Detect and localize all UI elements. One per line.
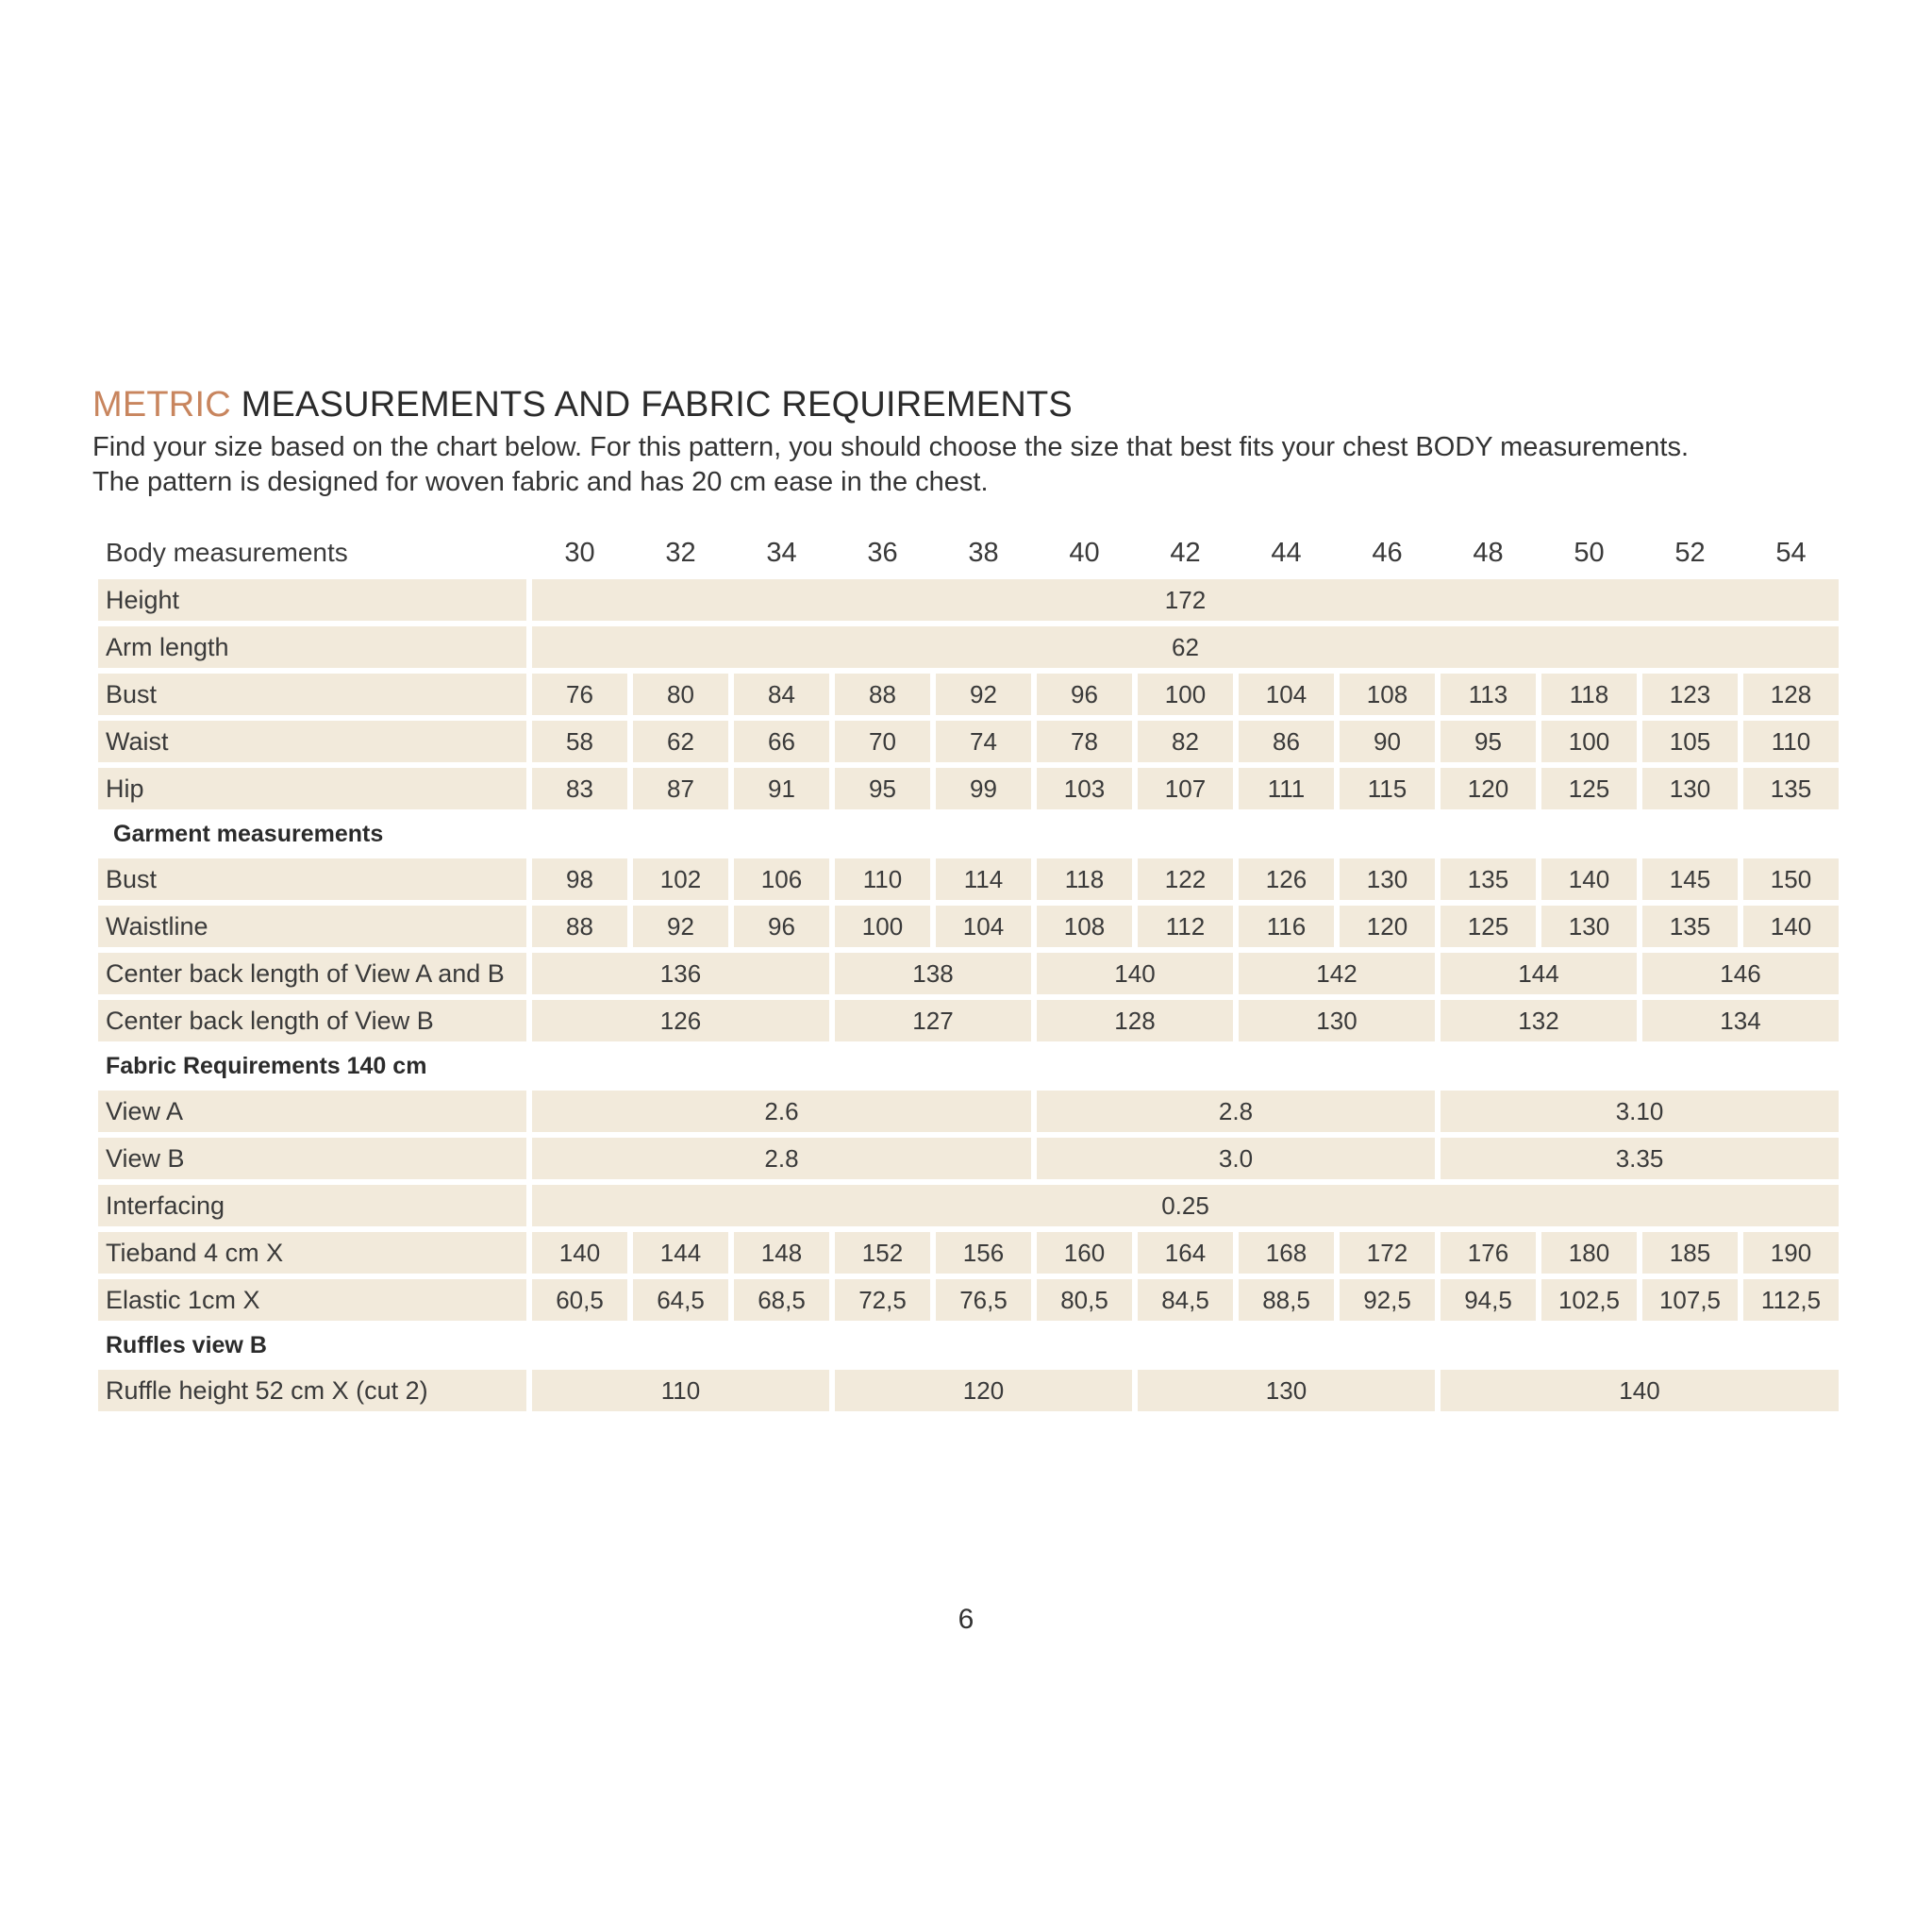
table-row [98,768,1839,809]
size-header-cell: 54 [1775,537,1807,568]
header-label: Body measurements [106,538,348,567]
value-cell: 68,5 [734,1279,829,1321]
table-row [98,674,1839,715]
value-cell: 125 [1441,906,1536,947]
value-cell: 126 [1239,858,1334,900]
value-cell: 104 [1239,674,1334,715]
value-cell: 62 [532,626,1839,668]
value-cell: 98 [532,858,627,900]
section-title-fabric: Fabric Requirements 140 cm [106,1052,427,1079]
row-label: Center back length of View A and B [98,953,526,994]
table-row [98,1091,1839,1132]
table-row [98,1279,1839,1321]
value-cell: 134 [1642,1000,1839,1041]
section-title-ruffles: Ruffles view B [106,1331,267,1358]
table-row [98,953,1839,994]
value-cell: 122 [1138,858,1233,900]
value-cell: 130 [1642,768,1738,809]
value-cell: 185 [1642,1232,1738,1274]
value-cell: 140 [1541,858,1637,900]
value-cell: 112 [1138,906,1233,947]
value-cell: 148 [734,1232,829,1274]
value-cell: 82 [1138,721,1233,762]
row-label: Ruffle height 52 cm X (cut 2) [98,1370,526,1411]
value-cell: 118 [1541,674,1637,715]
page-title [92,385,1073,425]
value-cell: 106 [734,858,829,900]
value-cell: 2.6 [532,1091,1031,1132]
value-cell: 114 [936,858,1031,900]
value-cell: 100 [1138,674,1233,715]
value-cell: 138 [835,953,1031,994]
value-cell: 92,5 [1340,1279,1435,1321]
value-cell: 136 [532,953,829,994]
value-cell: 3.0 [1037,1138,1435,1179]
value-cell: 107,5 [1642,1279,1738,1321]
intro-text [92,430,1866,500]
row-label: Hip [98,768,526,809]
value-cell: 88,5 [1239,1279,1334,1321]
value-cell: 108 [1037,906,1132,947]
value-cell: 140 [1743,906,1839,947]
value-cell: 87 [633,768,728,809]
table-row [98,1000,1839,1041]
value-cell: 164 [1138,1232,1233,1274]
value-cell: 60,5 [532,1279,627,1321]
value-cell: 91 [734,768,829,809]
size-header-cell: 34 [766,537,797,568]
size-header-cell: 46 [1372,537,1403,568]
value-cell: 70 [835,721,930,762]
value-cell: 78 [1037,721,1132,762]
value-cell: 142 [1239,953,1435,994]
value-cell: 130 [1541,906,1637,947]
row-label: Bust [98,858,526,900]
value-cell: 3.35 [1441,1138,1839,1179]
size-header-row [98,532,1839,574]
size-header-cell: 32 [665,537,696,568]
value-cell: 92 [936,674,1031,715]
value-cell: 125 [1541,768,1637,809]
value-cell: 0.25 [532,1185,1839,1226]
table-row [98,1370,1839,1411]
size-header-cell: 42 [1170,537,1201,568]
table-row [98,579,1839,621]
value-cell: 110 [1743,721,1839,762]
value-cell: 107 [1138,768,1233,809]
size-header-cell: 38 [968,537,999,568]
value-cell: 3.10 [1441,1091,1839,1132]
value-cell: 74 [936,721,1031,762]
value-cell: 88 [835,674,930,715]
value-cell: 190 [1743,1232,1839,1274]
value-cell: 95 [1441,721,1536,762]
value-cell: 130 [1239,1000,1435,1041]
value-cell: 100 [1541,721,1637,762]
value-cell: 94,5 [1441,1279,1536,1321]
value-cell: 128 [1037,1000,1233,1041]
value-cell: 120 [1340,906,1435,947]
row-label: Waist [98,721,526,762]
size-header-cell: 48 [1473,537,1504,568]
size-chart-table [92,526,1844,1417]
section-title-garment: Garment measurements [113,820,384,847]
value-cell: 150 [1743,858,1839,900]
value-cell: 172 [1340,1232,1435,1274]
value-cell: 88 [532,906,627,947]
value-cell: 72,5 [835,1279,930,1321]
table-row [98,626,1839,668]
value-cell: 104 [936,906,1031,947]
size-header-cell: 30 [564,537,595,568]
value-cell: 112,5 [1743,1279,1839,1321]
value-cell: 176 [1441,1232,1536,1274]
table-row [98,858,1839,900]
value-cell: 113 [1441,674,1536,715]
value-cell: 168 [1239,1232,1334,1274]
title-text: MEASUREMENTS AND FABRIC REQUIREMENTS [241,385,1073,425]
row-label: Interfacing [98,1185,526,1226]
value-cell: 76 [532,674,627,715]
value-cell: 115 [1340,768,1435,809]
section-row [98,1326,1839,1364]
value-cell: 130 [1340,858,1435,900]
row-label: View A [98,1091,526,1132]
value-cell: 135 [1743,768,1839,809]
value-cell: 64,5 [633,1279,728,1321]
value-cell: 127 [835,1000,1031,1041]
table-row [98,1185,1839,1226]
intro-line-2: The pattern is designed for woven fabric and has 20 cm ease in the chest. [92,467,989,497]
value-cell: 84 [734,674,829,715]
value-cell: 180 [1541,1232,1637,1274]
size-header-cell: 52 [1674,537,1706,568]
value-cell: 140 [1441,1370,1839,1411]
value-cell: 160 [1037,1232,1132,1274]
size-header-cell: 44 [1271,537,1302,568]
value-cell: 123 [1642,674,1738,715]
row-label: View B [98,1138,526,1179]
section-row [98,815,1839,853]
value-cell: 66 [734,721,829,762]
table-row [98,906,1839,947]
value-cell: 102,5 [1541,1279,1637,1321]
intro-line-1: Find your size based on the chart below. For this pattern, you should choose the size that best fits your chest BODY measurements. [92,432,1690,462]
value-cell: 116 [1239,906,1334,947]
value-cell: 172 [532,579,1839,621]
section-row [98,1047,1839,1085]
value-cell: 130 [1138,1370,1435,1411]
value-cell: 83 [532,768,627,809]
value-cell: 76,5 [936,1279,1031,1321]
row-label: Bust [98,674,526,715]
size-header-cell: 36 [867,537,898,568]
value-cell: 99 [936,768,1031,809]
value-cell: 144 [1441,953,1637,994]
value-cell: 95 [835,768,930,809]
size-header-cell: 50 [1574,537,1605,568]
row-label: Height [98,579,526,621]
value-cell: 110 [532,1370,829,1411]
value-cell: 100 [835,906,930,947]
page-number: 6 [958,1604,974,1635]
table-row [98,1232,1839,1274]
row-label: Elastic 1cm X [98,1279,526,1321]
row-label: Tieband 4 cm X [98,1232,526,1274]
value-cell: 62 [633,721,728,762]
value-cell: 84,5 [1138,1279,1233,1321]
value-cell: 80 [633,674,728,715]
value-cell: 96 [1037,674,1132,715]
size-header-cell: 40 [1069,537,1100,568]
value-cell: 120 [835,1370,1132,1411]
row-label: Arm length [98,626,526,668]
title-accent: METRIC [92,385,231,425]
value-cell: 135 [1642,906,1738,947]
value-cell: 140 [1037,953,1233,994]
row-label: Center back length of View B [98,1000,526,1041]
value-cell: 103 [1037,768,1132,809]
value-cell: 144 [633,1232,728,1274]
value-cell: 118 [1037,858,1132,900]
value-cell: 152 [835,1232,930,1274]
value-cell: 156 [936,1232,1031,1274]
value-cell: 110 [835,858,930,900]
table-row [98,1138,1839,1179]
value-cell: 80,5 [1037,1279,1132,1321]
value-cell: 92 [633,906,728,947]
value-cell: 108 [1340,674,1435,715]
value-cell: 2.8 [1037,1091,1435,1132]
value-cell: 135 [1441,858,1536,900]
value-cell: 146 [1642,953,1839,994]
value-cell: 140 [532,1232,627,1274]
value-cell: 111 [1239,768,1334,809]
value-cell: 120 [1441,768,1536,809]
value-cell: 86 [1239,721,1334,762]
value-cell: 2.8 [532,1138,1031,1179]
value-cell: 126 [532,1000,829,1041]
value-cell: 90 [1340,721,1435,762]
value-cell: 128 [1743,674,1839,715]
row-label: Waistline [98,906,526,947]
value-cell: 102 [633,858,728,900]
table-row [98,721,1839,762]
value-cell: 145 [1642,858,1738,900]
value-cell: 96 [734,906,829,947]
value-cell: 58 [532,721,627,762]
value-cell: 105 [1642,721,1738,762]
value-cell: 132 [1441,1000,1637,1041]
